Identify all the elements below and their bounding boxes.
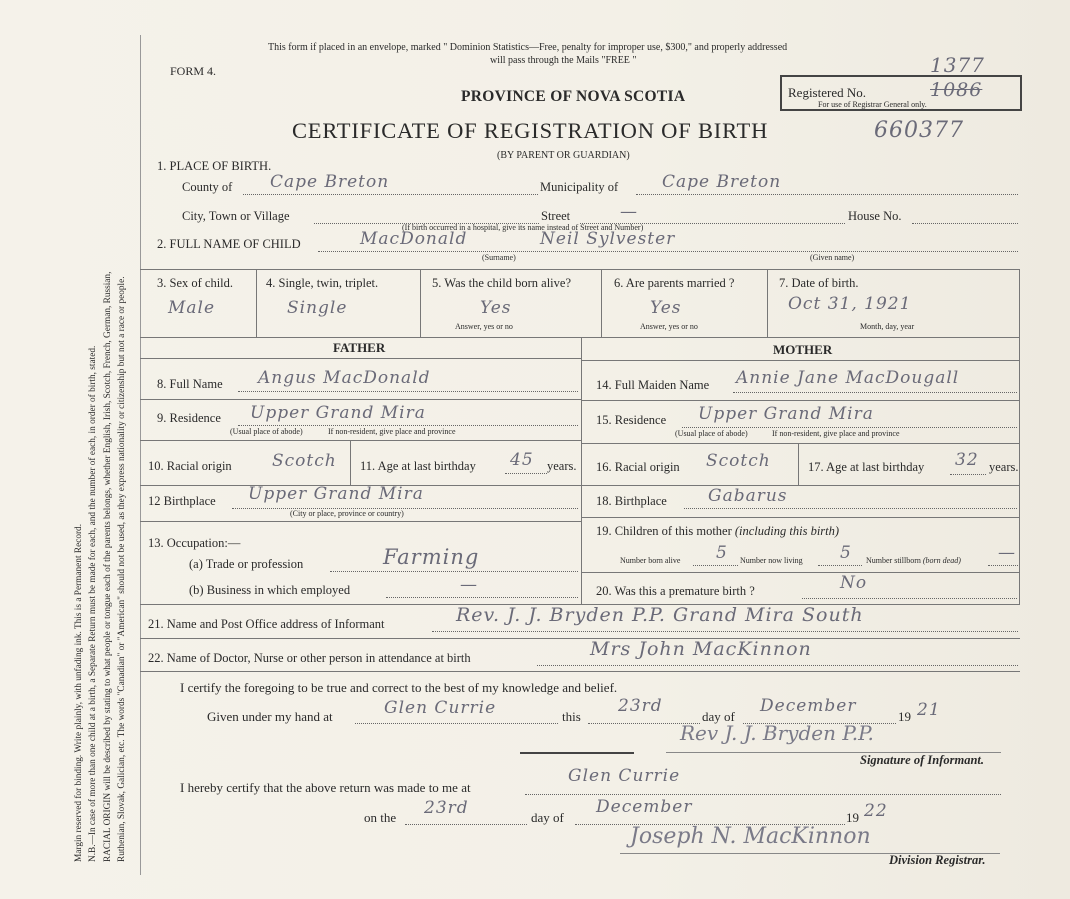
mother-racial-value: Scotch <box>706 451 771 471</box>
registered-box <box>780 53 1022 111</box>
father-age-unit: years. <box>547 459 577 473</box>
mother-nonresident-caption: If non-resident, give place and province <box>772 429 900 438</box>
sex-label: 3. Sex of child. <box>157 276 234 290</box>
mother-birthplace-label: 18. Birthplace <box>596 494 667 508</box>
mother-residence-value: Upper Grand Mira <box>698 404 874 424</box>
sex-value: Male <box>168 298 216 318</box>
now-living-value: 5 <box>840 543 852 563</box>
street-value: — <box>620 202 638 222</box>
father-nonresident-caption: If non-resident, give place and province <box>328 427 456 436</box>
hospital-note: (If birth occurred in a hospital, give its name instead of Street and Number) <box>402 223 644 232</box>
this-label: this <box>562 709 581 724</box>
page-subtitle: (BY PARENT OR GUARDIAN) <box>497 150 630 161</box>
informant-signature: Rev J. J. Bryden P.P. <box>680 721 874 745</box>
day-of-label: day of <box>702 709 735 724</box>
alive-caption: Answer, yes or no <box>455 322 513 331</box>
given-place-value: Glen Currie <box>384 698 497 718</box>
municipality-value: Cape Breton <box>662 172 782 192</box>
married-caption: Answer, yes or no <box>640 322 698 331</box>
given-label: Given under my hand at <box>207 709 333 724</box>
child-name-label: 2. FULL NAME OF CHILD <box>157 237 301 251</box>
father-residence-caption: (Usual place of abode) <box>230 427 303 436</box>
given-day-value: 23rd <box>618 696 663 716</box>
alive-value: Yes <box>480 298 512 318</box>
page-title: CERTIFICATE OF REGISTRATION OF BIRTH <box>292 118 769 143</box>
father-residence-label: 9. Residence <box>157 411 221 425</box>
occupation-label: 13. Occupation:— <box>148 536 241 550</box>
trade-label: (a) Trade or profession <box>189 557 304 571</box>
binding-margin-line <box>140 35 141 875</box>
received-year-prefix: 19 <box>846 810 859 825</box>
born-alive-label: Number born alive <box>620 556 681 565</box>
father-name-label: 8. Full Name <box>157 377 223 391</box>
mother-residence-label: 15. Residence <box>596 413 667 427</box>
stillborn-value: — <box>998 543 1016 563</box>
mother-birthplace-value: Gabarus <box>708 486 788 506</box>
informant-label: 21. Name and Post Office address of Informant <box>148 617 385 631</box>
city-label: City, Town or Village <box>182 209 290 223</box>
envelope-note-1: This form if placed in an envelope, marked " Dominion Statistics—Free, penalty for improper use, $300," and properly addressed <box>268 42 788 53</box>
given-caption: (Given name) <box>810 253 855 262</box>
single-value: Single <box>287 298 348 318</box>
trade-value: Farming <box>383 545 480 569</box>
premature-value: No <box>840 573 868 593</box>
father-residence-value: Upper Grand Mira <box>250 403 426 423</box>
handwritten-number: 660377 <box>874 118 964 143</box>
stillborn-label <box>866 556 961 565</box>
mother-age-label: 17. Age at last birthday <box>808 460 925 474</box>
county-value: Cape Breton <box>270 172 390 192</box>
mother-name-value: Annie Jane MacDougall <box>736 368 960 388</box>
margin-note-3: RACIAL ORIGIN will be described by stating to what people or tongue each of the parents belongs, whether English, Irish, Scotch, French, German, Russian, <box>103 271 113 862</box>
received-year-value: 22 <box>864 801 888 821</box>
mother-age-unit: years. <box>989 460 1019 474</box>
form-number: FORM 4. <box>170 64 217 78</box>
father-name-value: Angus MacDonald <box>258 368 431 388</box>
signature-of-informant-label: Signature of Informant. <box>860 753 984 767</box>
on-the-label: on the <box>364 810 397 825</box>
mother-heading: MOTHER <box>773 342 833 357</box>
business-value: — <box>460 575 478 595</box>
province-heading: PROVINCE OF NOVA SCOTIA <box>461 88 686 105</box>
children-label <box>596 524 839 539</box>
margin-note-2: N.B.—In case of more than one child at a birth, a Separate Return must be made for each, and the number of each, in order of birth, stated. <box>88 345 98 862</box>
business-label: (b) Business in which employed <box>189 583 351 597</box>
received-place-value: Glen Currie <box>568 766 681 786</box>
mother-age-value: 32 <box>955 450 979 470</box>
born-alive-value: 5 <box>716 543 728 563</box>
informant-value: Rev. J. J. Bryden P.P. Grand Mira South <box>456 604 864 626</box>
father-birthplace-label: 12 Birthplace <box>148 494 216 508</box>
mother-name-label: 14. Full Maiden Name <box>596 378 710 392</box>
alive-label: 5. Was the child born alive? <box>432 276 572 290</box>
father-age-label: 11. Age at last birthday <box>360 459 476 473</box>
division-registrar-label: Division Registrar. <box>889 853 986 867</box>
received-month-value: December <box>596 797 693 817</box>
registrar-use-note: For use of Registrar General only. <box>818 100 927 109</box>
attendant-label: 22. Name of Doctor, Nurse or other person in attendance at birth <box>148 651 471 665</box>
surname-caption: (Surname) <box>482 253 516 262</box>
single-label: 4. Single, twin, triplet. <box>266 276 379 290</box>
stillborn-label-italic: (born dead) <box>922 556 961 565</box>
father-racial-value: Scotch <box>272 451 337 471</box>
given-year-prefix: 19 <box>898 709 911 724</box>
stillborn-label-text: Number stillborn <box>866 556 921 565</box>
father-birthplace-value: Upper Grand Mira <box>248 484 424 504</box>
children-label-italic: (including this birth) <box>734 524 840 538</box>
children-label-text: 19. Children of this mother <box>596 524 732 538</box>
father-racial-label: 10. Racial origin <box>148 459 232 473</box>
child-surname-value: MacDonald <box>360 229 468 249</box>
father-heading: FATHER <box>333 340 386 355</box>
mother-racial-label: 16. Racial origin <box>596 460 680 474</box>
premature-label: 20. Was this a premature birth ? <box>596 584 755 598</box>
street-label: Street <box>541 209 571 223</box>
date-caption: Month, day, year <box>860 322 915 331</box>
given-month-value: December <box>760 696 857 716</box>
received-day-value: 23rd <box>424 798 469 818</box>
father-age-value: 45 <box>510 450 534 470</box>
given-year-value: 21 <box>917 700 941 720</box>
date-value: Oct 31, 1921 <box>788 294 912 314</box>
received-label: I hereby certify that the above return was made to me at <box>180 780 471 795</box>
registered-label: Registered No. <box>788 85 866 100</box>
certify-statement: I certify the foregoing to be true and correct to the best of my knowledge and belief. <box>180 680 618 695</box>
received-day-of-label: day of <box>531 810 564 825</box>
registered-value: 1377 <box>930 53 985 77</box>
municipality-label: Municipality of <box>540 180 619 194</box>
county-label: County of <box>182 180 233 194</box>
registered-struck-value: 1086 <box>930 79 983 101</box>
envelope-note-2: will pass through the Mails "FREE " <box>490 55 637 66</box>
seal-line <box>520 752 634 754</box>
date-label: 7. Date of birth. <box>779 276 859 290</box>
place-heading: 1. PLACE OF BIRTH. <box>157 159 272 173</box>
married-value: Yes <box>650 298 682 318</box>
now-living-label: Number now living <box>740 556 803 565</box>
margin-note-4: Ruthenian, Slovak, Galician, etc. The words "Canadian" or "American" should not be used, as they express nationality or citizenship but not a race or people. <box>117 276 127 862</box>
mother-residence-caption: (Usual place of abode) <box>675 429 748 438</box>
attendant-value: Mrs John MacKinnon <box>590 638 812 660</box>
house-label: House No. <box>848 209 902 223</box>
father-birthplace-caption: (City or place, province or country) <box>290 509 404 518</box>
margin-note-1: Margin reserved for binding. Write plainly, with unfading ink. This is a Permanent Record. <box>74 523 84 862</box>
registrar-signature: Joseph N. MacKinnon <box>630 824 871 849</box>
child-given-value: Neil Sylvester <box>540 229 676 249</box>
married-label: 6. Are parents married ? <box>614 276 735 290</box>
